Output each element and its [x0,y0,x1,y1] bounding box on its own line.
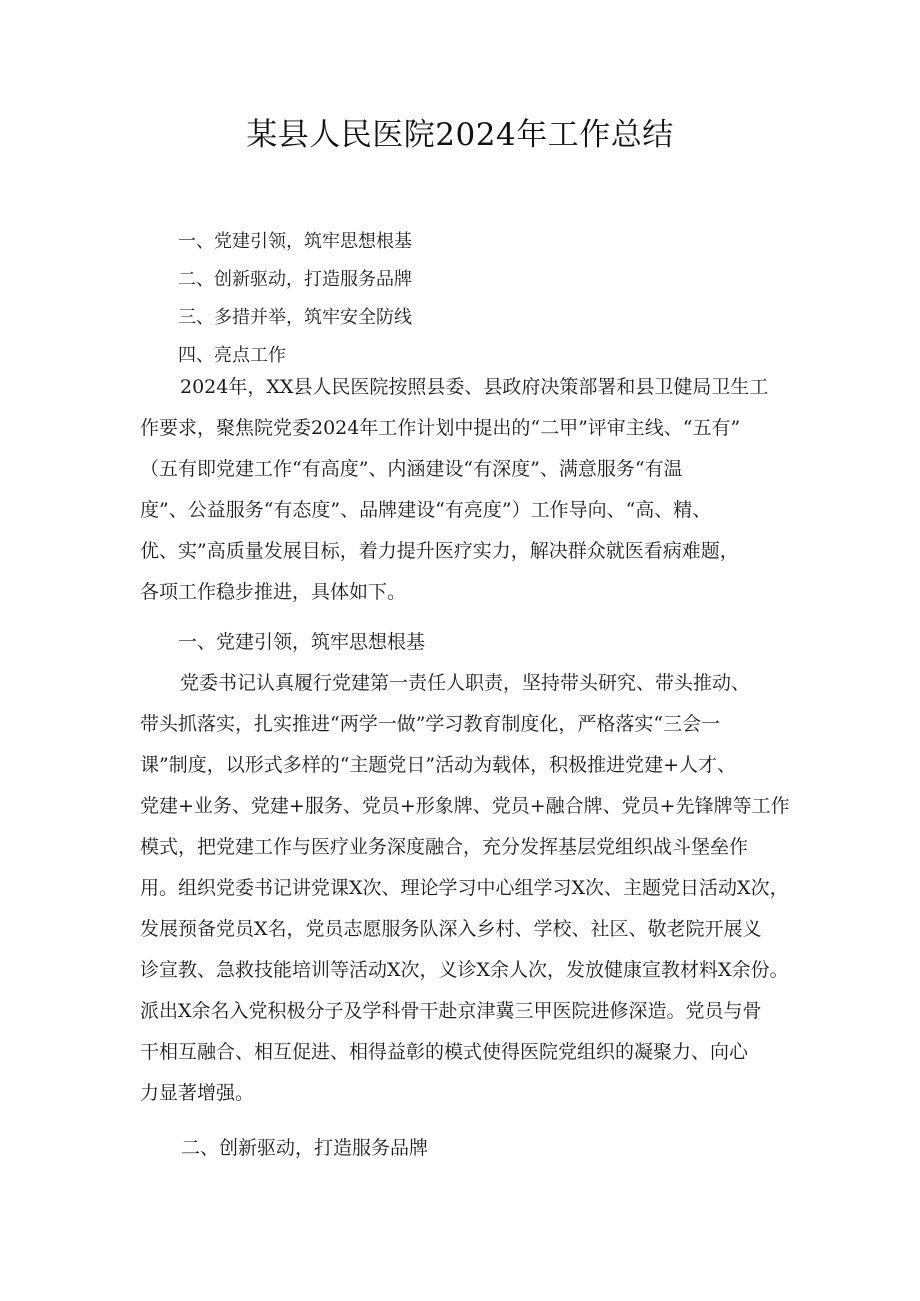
paragraph-line: 优、实”高质量发展目标，着力提升医疗实力，解决群众就医看病难题， [140,540,739,562]
paragraph-line: 党建+业务、党建+服务、党员+形象牌、党员+融合牌、党员+先锋牌等工作 [140,795,790,817]
paragraph-line: 各项工作稳步推进，具体如下。 [140,581,407,603]
intro-paragraph [140,367,790,613]
paragraph-line: 用。组织党委书记讲党课X次、理论学习中心组学习X次、主题党日活动X次， [140,877,789,899]
table-of-contents [178,223,412,375]
section-heading-2: 二、创新驱动，打造服务品牌 [181,1137,429,1159]
paragraph-line: 度”、公益服务“有态度”、品牌建设“有亮度”）工作导向、“高、精、 [140,499,712,521]
paragraph-line: 2024年，XX县人民医院按照县委、县政府决策部署和县卫健局卫生工 [180,376,769,398]
paragraph-line: （五有即党建工作“有高度”、内涵建设“有深度”、满意服务“有温 [140,458,683,480]
paragraph-line: 模式，把党建工作与医疗业务深度融合，充分发挥基层党组织战斗堡垒作 [140,836,749,858]
section-heading-1: 一、党建引领，筑牢思想根基 [178,631,426,653]
document-title: 某县人民医院2024年工作总结 [246,117,674,153]
toc-item: 四、亮点工作 [178,345,286,366]
paragraph-line: 党委书记认真履行党建第一责任人职责，坚持带头研究、带头推动、 [180,672,751,694]
toc-item: 三、多措并举，筑牢安全防线 [178,307,412,328]
section-1-paragraph [140,663,790,1114]
paragraph-line: 作要求，聚焦院党委2024年工作计划中提出的“二甲”评审主线、“五有” [140,417,741,439]
paragraph-line: 诊宣教、急救技能培训等活动X次，义诊X余人次，发放健康宣教材料X余份。 [140,959,789,981]
paragraph-line: 带头抓落实，扎实推进“两学一做”学习教育制度化，严格落实“三会一 [140,713,721,735]
paragraph-line: 发展预备党员X名，党员志愿服务队深入乡村、学校、社区、敬老院开展义 [140,918,762,940]
toc-item: 一、党建引领，筑牢思想根基 [178,231,412,252]
paragraph-line: 课”制度，以形式多样的“主题党日”活动为载体，积极推进党建+人才、 [140,754,737,776]
paragraph-line: 干相互融合、相互促进、相得益彰的模式使得医院党组织的凝聚力、向心 [140,1041,749,1063]
paragraph-line: 派出X余名入党积极分子及学科骨干赴京津冀三甲医院进修深造。党员与骨 [140,1000,762,1022]
toc-item: 二、创新驱动，打造服务品牌 [178,269,412,290]
paragraph-line: 力显著增强。 [140,1082,255,1104]
